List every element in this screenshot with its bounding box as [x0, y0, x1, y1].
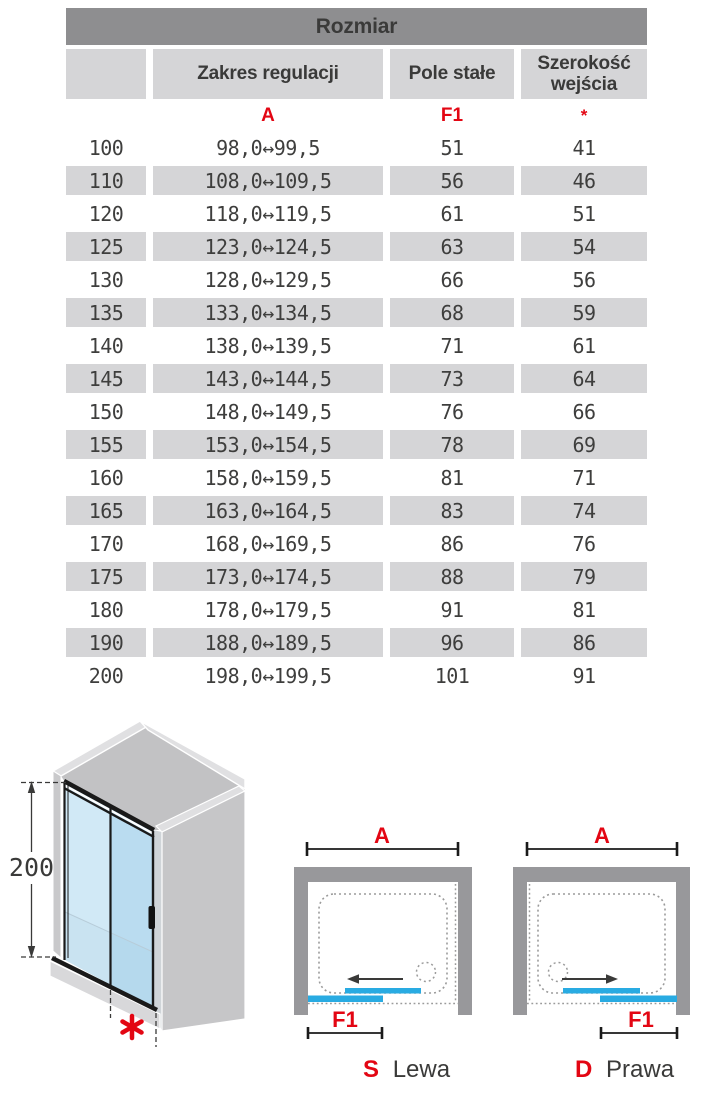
table-cell: 51 [440, 135, 464, 160]
table-cell: 98,0↔99,5 [216, 135, 320, 160]
table-cell: 198,0↔199,5 [204, 663, 332, 688]
variant-label-right [575, 1056, 675, 1083]
table-cell: 64 [521, 364, 647, 393]
top-view-left-diagram [285, 822, 480, 1086]
table-cell: 123,0↔124,5 [153, 232, 383, 261]
left-wall-strip [53, 771, 61, 958]
table-cell: 96 [390, 628, 514, 657]
table-cell: 61 [440, 201, 464, 226]
table-cell: 158,0↔159,5 [204, 465, 332, 490]
table-cell: 118,0↔119,5 [204, 201, 332, 226]
table-cell: 170 [88, 531, 124, 556]
dim-arrow-down [28, 946, 35, 958]
table-cell: 135 [66, 298, 146, 327]
interior-gap [153, 830, 162, 1031]
size-table [66, 8, 647, 690]
table-cell: 78 [390, 430, 514, 459]
table-cell: 83 [390, 496, 514, 525]
table-cell: 200 [88, 663, 124, 688]
glass-panel-sliding [110, 806, 153, 1008]
wall-top [513, 867, 690, 882]
table-cell: 188,0↔189,5 [153, 628, 383, 657]
variant-label-left [363, 1056, 451, 1083]
table-cell: 61 [572, 333, 596, 358]
column-header-adjustment-range: Zakres regulacji [153, 49, 383, 99]
wall-right [676, 867, 690, 1015]
table-cell: 56 [572, 267, 596, 292]
top-view-right-diagram [510, 822, 705, 1086]
table-cell: 108,0↔109,5 [153, 166, 383, 195]
table-cell: 180 [88, 597, 124, 622]
column-header-size [66, 49, 146, 99]
door-handle [149, 906, 156, 929]
column-header-fixed-field: Pole stałe [390, 49, 514, 99]
shower-door-3d-diagram [0, 718, 280, 1101]
height-dimension-label: 200 [8, 853, 55, 882]
table-cell: 66 [572, 399, 596, 424]
table-cell: 41 [572, 135, 596, 160]
table-cell: 81 [572, 597, 596, 622]
table-cell: 46 [521, 166, 647, 195]
table-cell: 63 [390, 232, 514, 261]
dim-arrow-up [28, 781, 35, 793]
table-cell: 66 [440, 267, 464, 292]
table-cell: 79 [521, 562, 647, 591]
fixed-panel-bar [308, 996, 383, 1003]
sliding-panel-bar [345, 988, 421, 994]
table-cell: 125 [66, 232, 146, 261]
dim-f1-label: F1 [332, 1007, 358, 1032]
table-cell: 54 [521, 232, 647, 261]
table-cell: 76 [572, 531, 596, 556]
wall-right [458, 867, 472, 1015]
table-cell: 120 [88, 201, 124, 226]
dim-f1-label: F1 [628, 1007, 654, 1032]
table-cell: 100 [88, 135, 124, 160]
table-cell: 143,0↔144,5 [153, 364, 383, 393]
marker-asterisk: * [580, 106, 588, 125]
fixed-panel-bar [600, 996, 677, 1003]
table-cell: 74 [521, 496, 647, 525]
marker-a: A [261, 105, 275, 126]
table-cell: 86 [440, 531, 464, 556]
table-title: Rozmiar [66, 8, 647, 45]
table-cell: 56 [390, 166, 514, 195]
table-cell: 71 [440, 333, 464, 358]
wall-left [513, 867, 527, 1015]
table-cell: 76 [440, 399, 464, 424]
table-cell: 133,0↔134,5 [153, 298, 383, 327]
column-header-entry-width: Szerokość wejścia [521, 49, 647, 99]
table-cell: 148,0↔149,5 [204, 399, 332, 424]
table-cell: 160 [88, 465, 124, 490]
table-cell: 150 [88, 399, 124, 424]
table-cell: 175 [66, 562, 146, 591]
variant-word: Prawa [606, 1056, 675, 1083]
table-cell: 88 [390, 562, 514, 591]
table-cell: 145 [66, 364, 146, 393]
table-cell: 73 [390, 364, 514, 393]
table-cell: 128,0↔129,5 [204, 267, 332, 292]
variant-letter: S [363, 1056, 380, 1083]
table-cell: 91 [572, 663, 596, 688]
variant-word: Lewa [392, 1056, 451, 1083]
table-cell: 190 [66, 628, 146, 657]
table-cell: 59 [521, 298, 647, 327]
table-cell: 71 [572, 465, 596, 490]
dim-a-label: A [374, 823, 390, 848]
table-cell: 51 [572, 201, 596, 226]
table-cell: 155 [66, 430, 146, 459]
table-cell: 68 [390, 298, 514, 327]
table-cell: 91 [440, 597, 464, 622]
table-cell: 140 [88, 333, 124, 358]
table-cell: 130 [88, 267, 124, 292]
variant-letter: D [575, 1056, 593, 1083]
sliding-panel-bar [563, 988, 640, 994]
marker-f1: F1 [440, 105, 464, 126]
wall-top [294, 867, 472, 882]
table-cell: 101 [434, 663, 470, 688]
table-cell: 153,0↔154,5 [153, 430, 383, 459]
dim-a-label: A [594, 823, 610, 848]
table-cell: 178,0↔179,5 [204, 597, 332, 622]
slide-arrow-head [606, 974, 618, 983]
table-cell: 69 [521, 430, 647, 459]
wall-left [294, 867, 308, 1015]
table-cell: 165 [66, 496, 146, 525]
table-cell: 138,0↔139,5 [204, 333, 332, 358]
drain-circle [417, 963, 436, 982]
table-cell: 110 [66, 166, 146, 195]
table-cell: 173,0↔174,5 [153, 562, 383, 591]
slide-arrow-head [347, 974, 359, 983]
marker-empty [66, 103, 146, 129]
right-wall [162, 791, 245, 1031]
table-cell: 168,0↔169,5 [204, 531, 332, 556]
table-cell: 86 [521, 628, 647, 657]
table-cell: 81 [440, 465, 464, 490]
table-cell: 163,0↔164,5 [153, 496, 383, 525]
